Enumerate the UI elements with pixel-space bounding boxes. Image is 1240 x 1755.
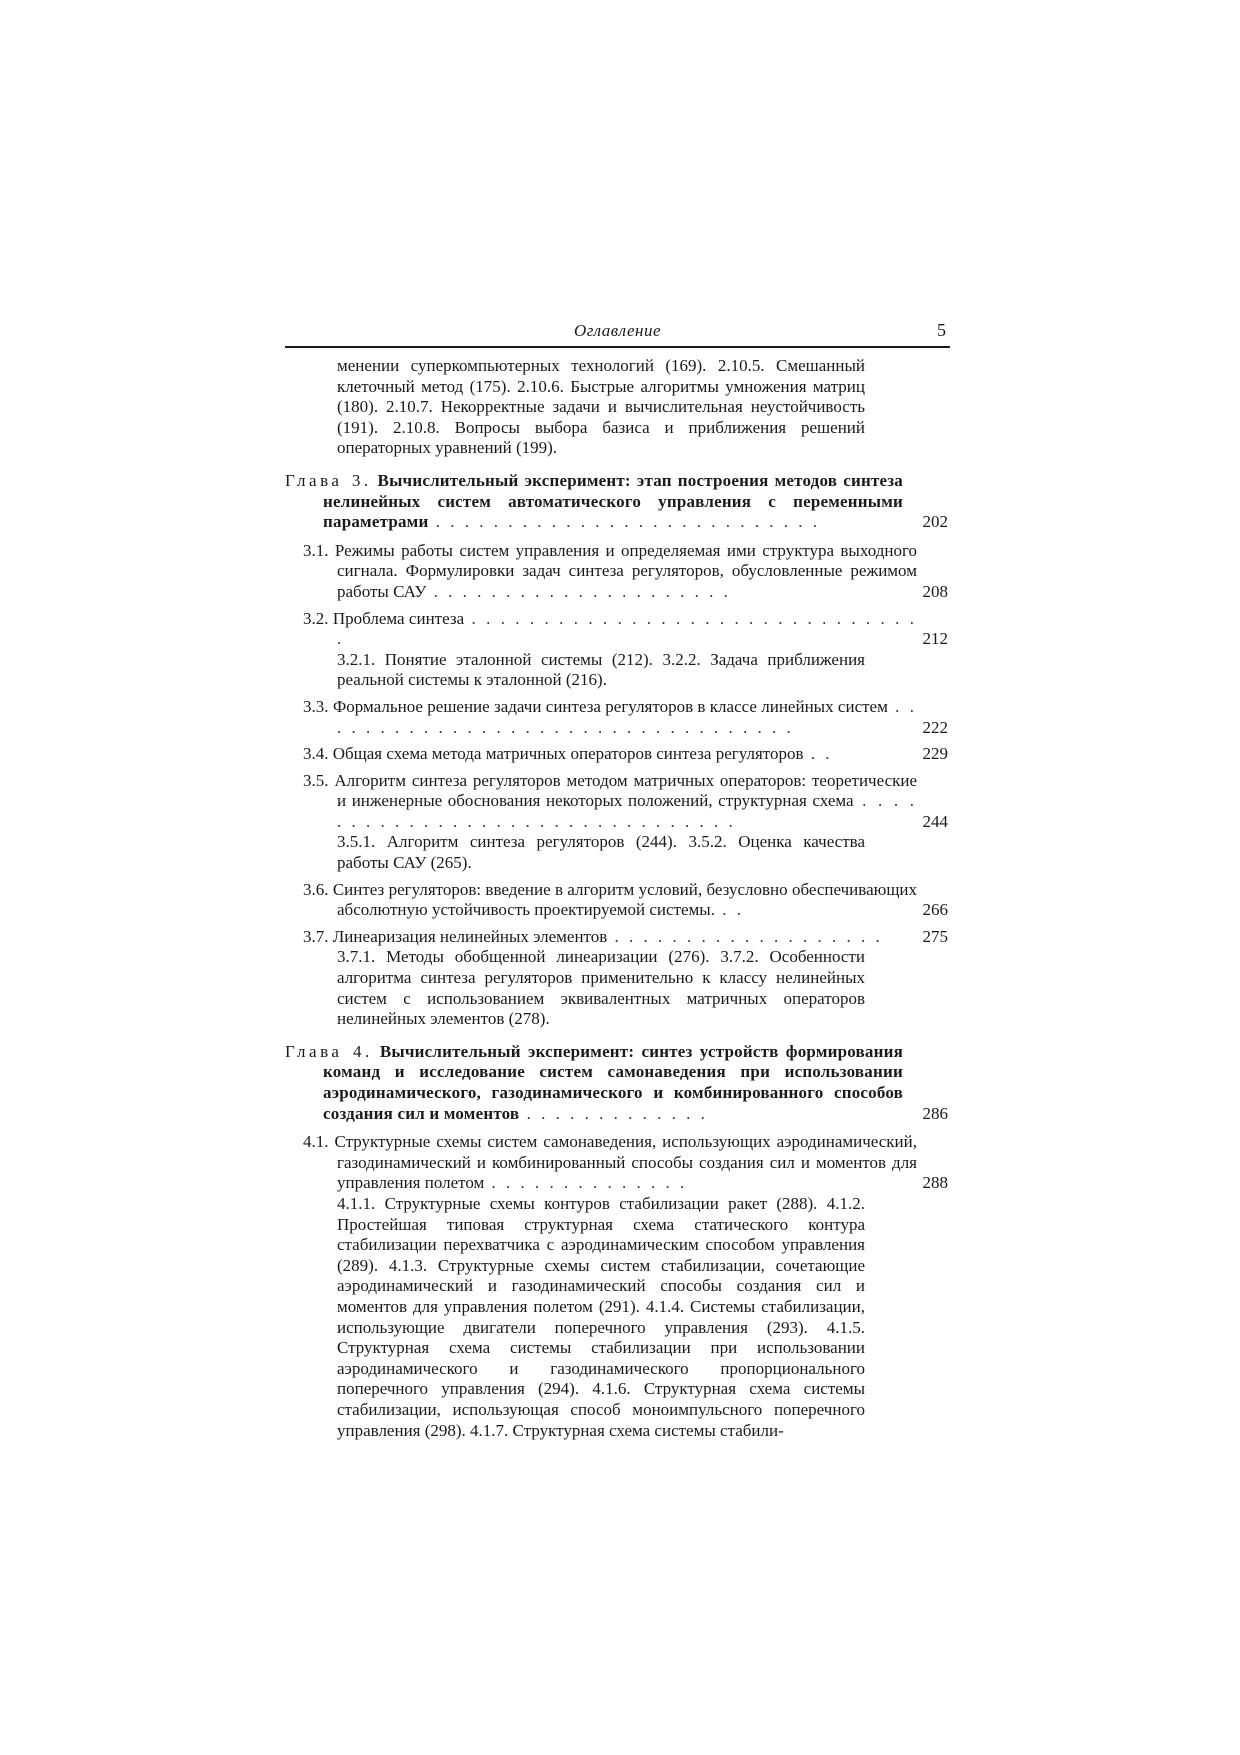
section-page: 275 — [922, 926, 948, 946]
section-number: 3.7. — [303, 926, 329, 946]
section-title: Структурные схемы систем самонаведения, использующих аэродинамический, газодинамический и комбинированный способы создания сил и моментов для управления полетом — [334, 1132, 918, 1193]
section-page: 229 — [922, 744, 948, 764]
section-title: Режимы работы систем управления и определяемая ими структура выходного сигнала. Формулировки задач синтеза регуляторов, обусловленные режимом работы САУ — [334, 540, 918, 601]
section-title: Общая схема метода матричных операторов синтеза регуляторов — [332, 744, 804, 764]
chapter-label: Глава 3. — [285, 470, 372, 490]
section-page: 288 — [922, 1173, 948, 1193]
section-number: 3.4. — [303, 744, 329, 764]
running-header — [285, 318, 950, 348]
chapter-label: Глава 4. — [285, 1041, 373, 1061]
section-title: Проблема синтеза — [332, 608, 465, 628]
continuation-text: менении суперкомпьютерных технологий (169). 2.10.5. Смешанный клеточный метод (175). 2.10.6. Быстрые алгоритмы умножения матриц (180). 2.10.7. Некорректные задачи и вычислительная неустойчивость (191). 2.10.8. Вопросы выбора базиса и приближения решений операторных уравнений (199). — [337, 356, 865, 458]
section-number: 3.6. — [303, 879, 329, 899]
toc-section-3-7[interactable]: 3.7. Линеаризация нелинейных элементов . . . . . . . . . . . . . . . . . . . 275 — [303, 926, 948, 946]
page-number: 5 — [937, 320, 946, 340]
section-number: 3.2. — [303, 608, 329, 628]
section-number: 3.3. — [303, 696, 329, 716]
toc-section-3-6[interactable]: 3.6. Синтез регуляторов: введение в алгоритм условий, безусловно обеспечивающих абсолютную устойчивость проектируемой системы. . . 266 — [303, 879, 948, 920]
toc-section-4-1[interactable]: 4.1. Структурные схемы систем самонаведения, использующих аэродинамический, газодинамический и комбинированный способы создания сил и моментов для управления полетом . . . . . . . . . . . . . . 288 — [303, 1132, 948, 1193]
toc-chapter-4[interactable]: Глава 4. Вычислительный эксперимент: синтез устройств формирования команд и исследование систем самонаведения при использовании аэродинамического, газодинамического и комбинированного способов создания сил и моментов . . . . . . . . . . . . . 286 — [285, 1041, 948, 1123]
section-number: 3.5. — [303, 770, 329, 790]
section-page: 208 — [922, 581, 948, 601]
section-page: 222 — [922, 717, 948, 737]
toc-chapter-3[interactable]: Глава 3. Вычислительный эксперимент: этап построения методов синтеза нелинейных систем автоматического управления с переменными параметрами . . . . . . . . . . . . . . . . . . . . . . . . . . . 202 — [285, 470, 948, 532]
section-title: Алгоритм синтеза регуляторов методом матричных операторов: теоретические и инженерные обоснования некоторых положений, структурная схема — [334, 770, 918, 811]
section-number: 4.1. — [303, 1132, 329, 1152]
chapter-title: Вычислительный эксперимент: синтез устройств формирования команд и исследование систем самонаведения при использовании аэродинамического, газодинамического и комбинированного способов создания сил и моментов — [323, 1041, 903, 1123]
subsection-list: 4.1.1. Структурные схемы контуров стабилизации ракет (288). 4.1.2. Простейшая типовая структурная схема статического контура стабилизации перехватчика с аэродинамическим способом управления (289). 4.1.3. Структурные схемы систем стабилизации, сочетающие аэродинамический и газодинамический способы создания сил и моментов для управления полетом (291). 4.1.4. Системы стабилизации, использующие двигатели поперечного управления (293). 4.1.5. Структурная схема системы стабилизации при использовании аэродинамического и газодинамического пропорционального поперечного управления (294). 4.1.6. Структурная схема системы стабилизации, использующая способ моноимпульсного поперечного управления (298). 4.1.7. Структурная схема системы стабили- — [337, 1193, 865, 1440]
section-title: Формальное решение задачи синтеза регуляторов в классе линейных систем — [332, 696, 888, 716]
section-number: 3.1. — [303, 540, 329, 560]
section-title: Синтез регуляторов: введение в алгоритм условий, безусловно обеспечивающих абсолютную устойчивость проектируемой системы. — [332, 879, 918, 920]
section-page: 266 — [922, 900, 948, 920]
section-page: 244 — [922, 811, 948, 831]
section-title: Линеаризация нелинейных элементов — [332, 926, 608, 946]
toc-section-3-1[interactable]: 3.1. Режимы работы систем управления и определяемая ими структура выходного сигнала. Формулировки задач синтеза регуляторов, обусловленные режимом работы САУ . . . . . . . . . . . . . . . . . . . . . 208 — [303, 540, 948, 601]
toc-section-3-3[interactable]: 3.3. Формальное решение задачи синтеза регуляторов в классе линейных систем . . . . . . . . . . . . . . . . . . . . . . . . . . . . . . . . . . 222 — [303, 696, 948, 737]
chapter-page: 286 — [922, 1103, 948, 1123]
toc-section-3-5[interactable]: 3.5. Алгоритм синтеза регуляторов методом матричных операторов: теоретические и инженерные обоснования некоторых положений, структурная схема . . . . . . . . . . . . . . . . . . . . . . . . . . . . . . . . 244 — [303, 770, 948, 831]
subsection-list: 3.2.1. Понятие эталонной системы (212). 3.2.2. Задача приближения реальной системы к эталонной (216). — [337, 649, 865, 690]
toc-content — [285, 356, 950, 1441]
chapter-title: Вычислительный эксперимент: этап построения методов синтеза нелинейных систем автоматического управления с переменными параметрами — [323, 470, 904, 532]
section-page: 212 — [922, 629, 948, 649]
chapter-page: 202 — [922, 512, 948, 532]
subsection-list: 3.5.1. Алгоритм синтеза регуляторов (244). 3.5.2. Оценка качества работы САУ (265). — [337, 832, 865, 873]
header-title: Оглавление — [573, 321, 662, 340]
toc-section-3-2[interactable]: 3.2. Проблема синтеза . . . . . . . . . . . . . . . . . . . . . . . . . . . . . . . . 212 — [303, 608, 948, 649]
toc-section-3-4[interactable]: 3.4. Общая схема метода матричных операторов синтеза регуляторов . . 229 — [303, 744, 948, 764]
subsection-list: 3.7.1. Методы обобщенной линеаризации (276). 3.7.2. Особенности алгоритма синтеза регуляторов применительно к классу нелинейных систем с использованием эквивалентных матричных операторов нелинейных элементов (278). — [337, 947, 865, 1029]
document-page — [285, 318, 950, 1447]
